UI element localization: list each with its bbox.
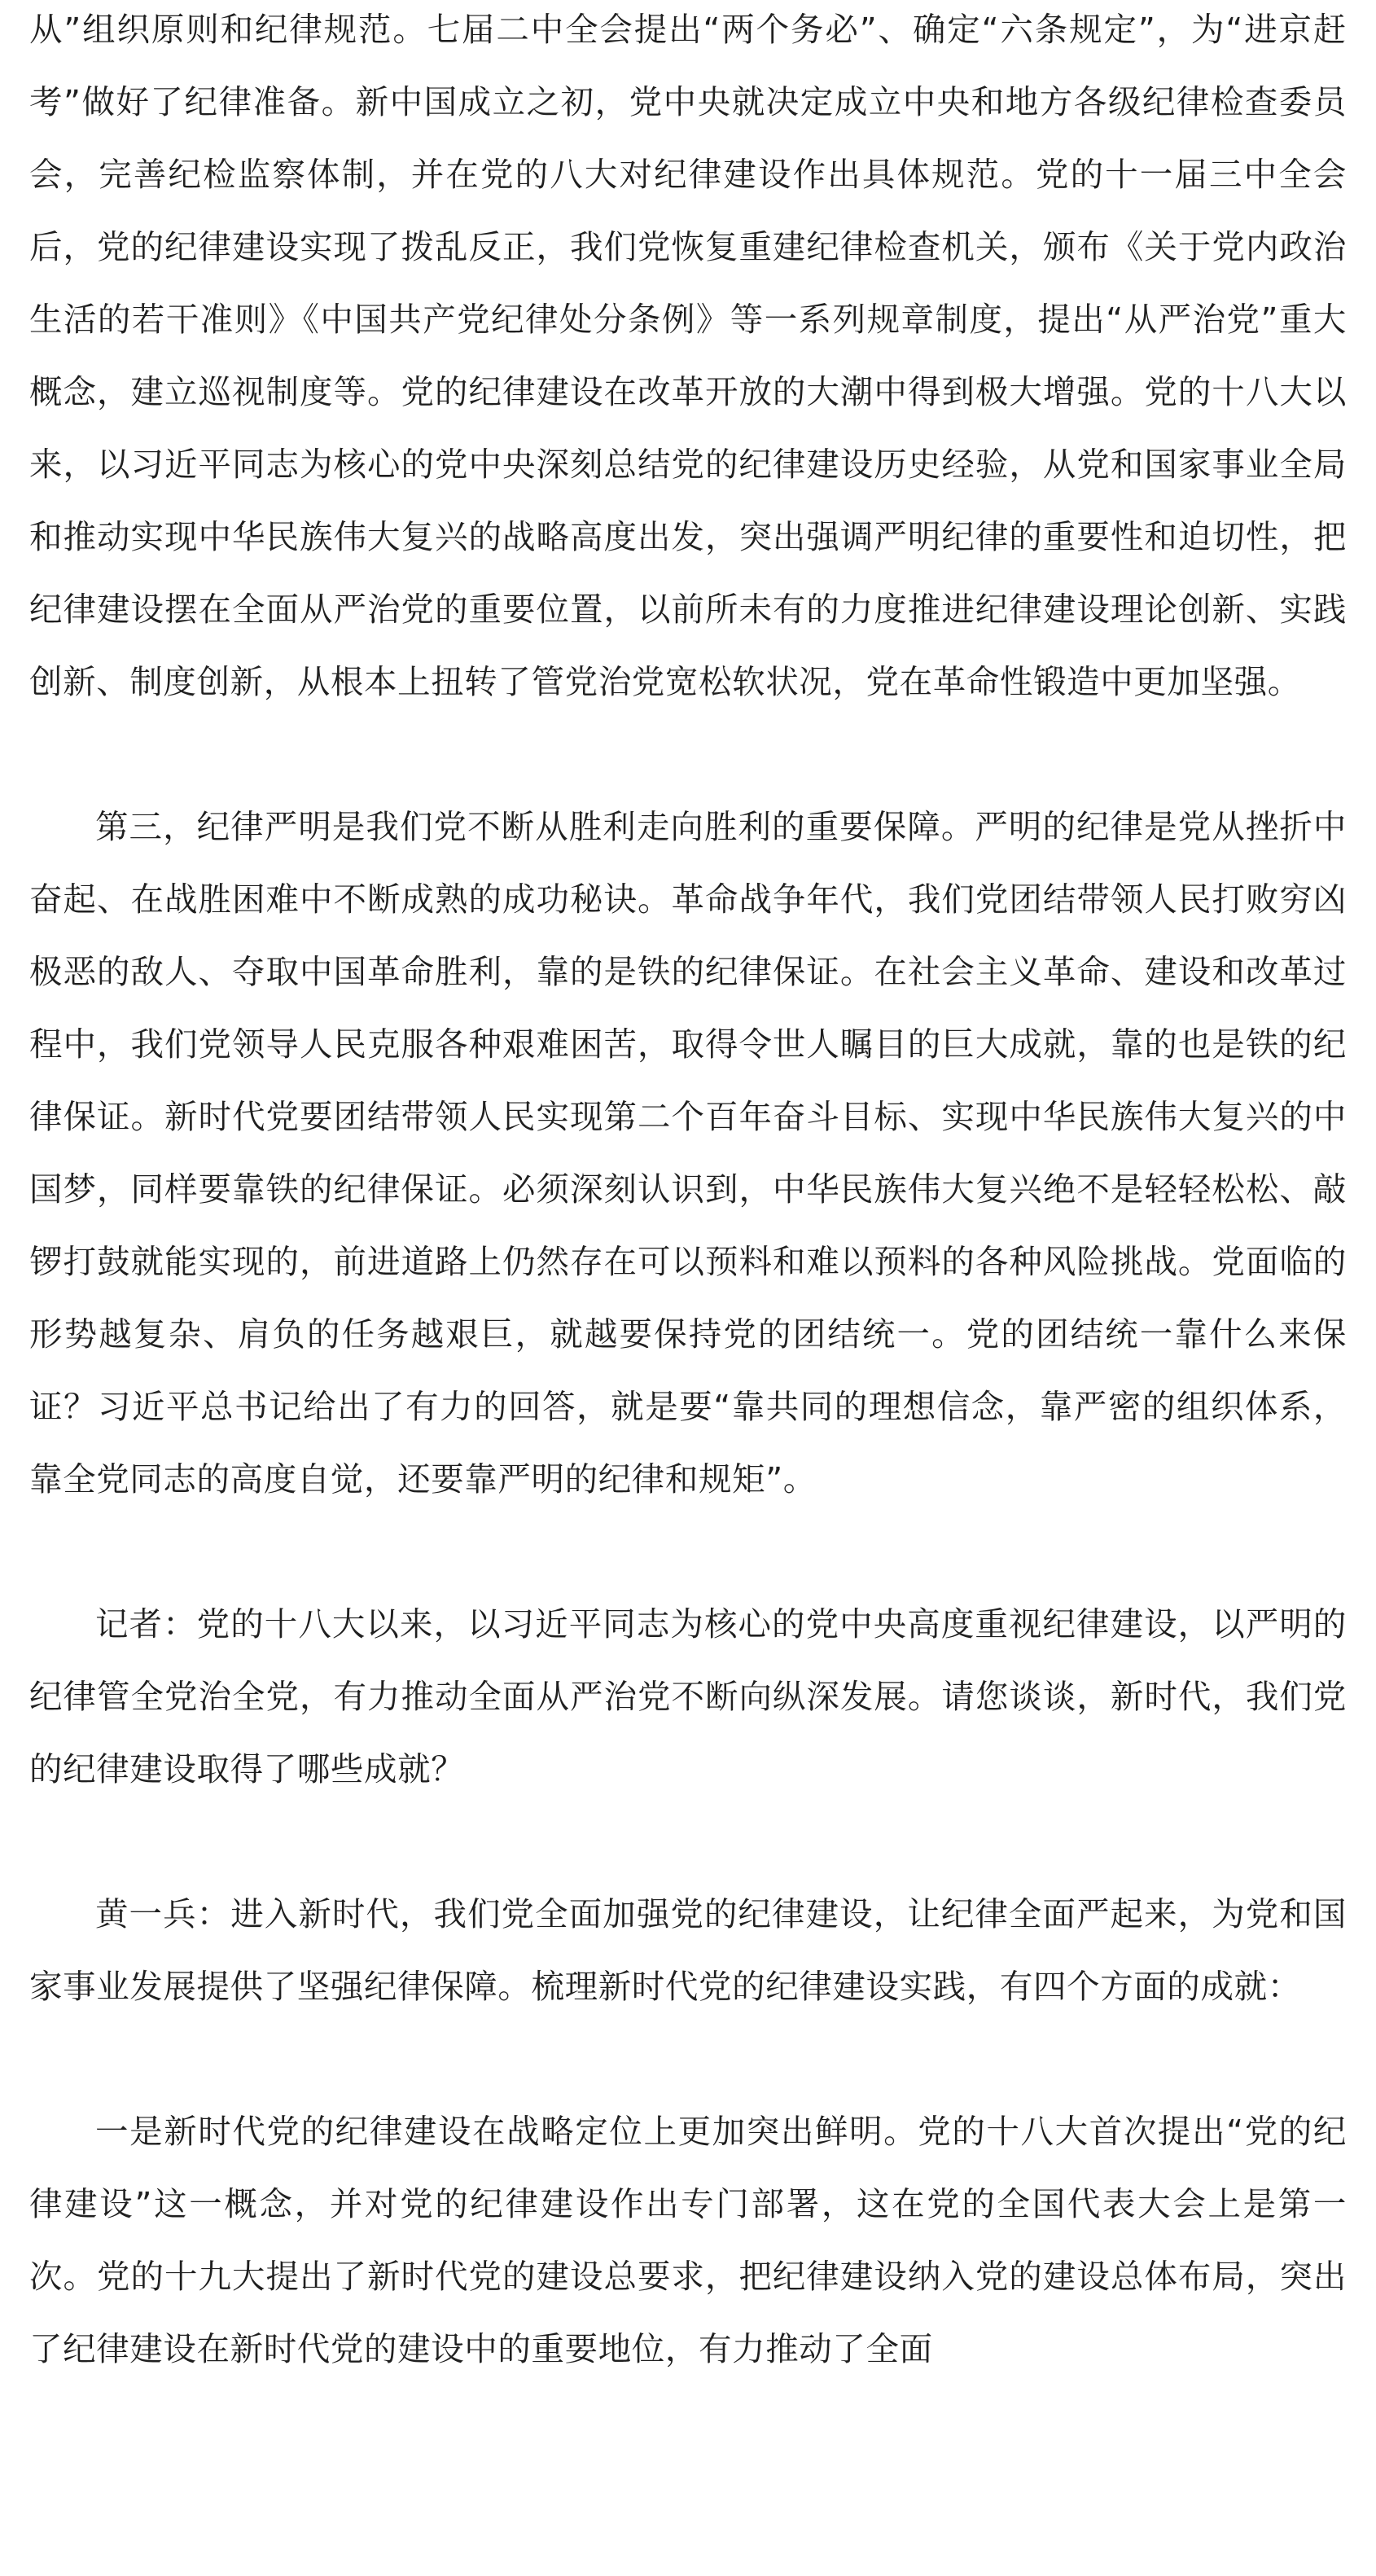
paragraph-reporter-question: 记者：党的十八大以来，以习近平同志为核心的党中央高度重视纪律建设，以严明的纪律管全党治全党，有力推动全面从严治党不断向纵深发展。请您谈谈，新时代，我们党的纪律建设取得了哪些成就？ — [29, 1604, 1347, 1788]
paragraph-gap — [29, 718, 1347, 791]
paragraph-gap — [29, 2023, 1347, 2095]
paragraph-huang-yibing-answer: 黄一兵：进入新时代，我们党全面加强党的纪律建设，让纪律全面严起来，为党和国家事业发展提供了坚强纪律保障。梳理新时代党的纪律建设实践，有四个方面的成就： — [29, 1894, 1347, 2006]
paragraph-gap — [29, 1806, 1347, 1878]
paragraph-gap — [29, 1516, 1347, 1588]
paragraph-third-point: 第三，纪律严明是我们党不断从胜利走向胜利的重要保障。严明的纪律是党从挫折中奋起、在战胜困难中不断成熟的成功秘诀。革命战争年代，我们党团结带领人民打败穷凶极恶的敌人、夺取中国革命胜利，靠的是铁的纪律保证。在社会主义革命、建设和改革过程中，我们党领导人民克服各种艰难困苦，取得令世人瞩目的巨大成就，靠的也是铁的纪律保证。新时代党要团结带领人民实现第二个百年奋斗目标、实现中华民族伟大复兴的中国梦，同样要靠铁的纪律保证。必须深刻认识到，中华民族伟大复兴绝不是轻轻松松、敲锣打鼓就能实现的，前进道路上仍然存在可以预料和难以预料的各种风险挑战。党面临的形势越复杂、肩负的任务越艰巨，就越要保持党的团结统一。党的团结统一靠什么来保证？习近平总书记给出了有力的回答，就是要“靠共同的理想信念，靠严密的组织体系，靠全党同志的高度自觉，还要靠严明的纪律和规矩”。 — [29, 807, 1347, 1499]
paragraph-achievement-one: 一是新时代党的纪律建设在战略定位上更加突出鲜明。党的十八大首次提出“党的纪律建设”这一概念，并对党的纪律建设作出专门部署，这在党的全国代表大会上是第一次。党的十九大提出了新时代党的建设总要求，把纪律建设纳入党的建设总体布局，突出了纪律建设在新时代党的建设中的重要地位，有力推动了全面 — [29, 2112, 1347, 2368]
paragraph-history-continuation: 从”组织原则和纪律规范。七届二中全会提出“两个务必”、确定“六条规定”，为“进京赶考”做好了纪律准备。新中国成立之初，党中央就决定成立中央和地方各级纪律检查委员会，完善纪检监察体制，并在党的八大对纪律建设作出具体规范。党的十一届三中全会后，党的纪律建设实现了拨乱反正，我们党恢复重建纪律检查机关，颁布《关于党内政治生活的若干准则》《中国共产党纪律处分条例》等一系列规章制度，提出“从严治党”重大概念，建立巡视制度等。党的纪律建设在改革开放的大潮中得到极大增强。党的十八大以来，以习近平同志为核心的党中央深刻总结党的纪律建设历史经验，从党和国家事业全局和推动实现中华民族伟大复兴的战略高度出发，突出强调严明纪律的重要性和迫切性，把纪律建设摆在全面从严治党的重要位置，以前所未有的力度推进纪律建设理论创新、实践创新、制度创新，从根本上扭转了管党治党宽松软状况，党在革命性锻造中更加坚强。 — [29, 10, 1347, 701]
